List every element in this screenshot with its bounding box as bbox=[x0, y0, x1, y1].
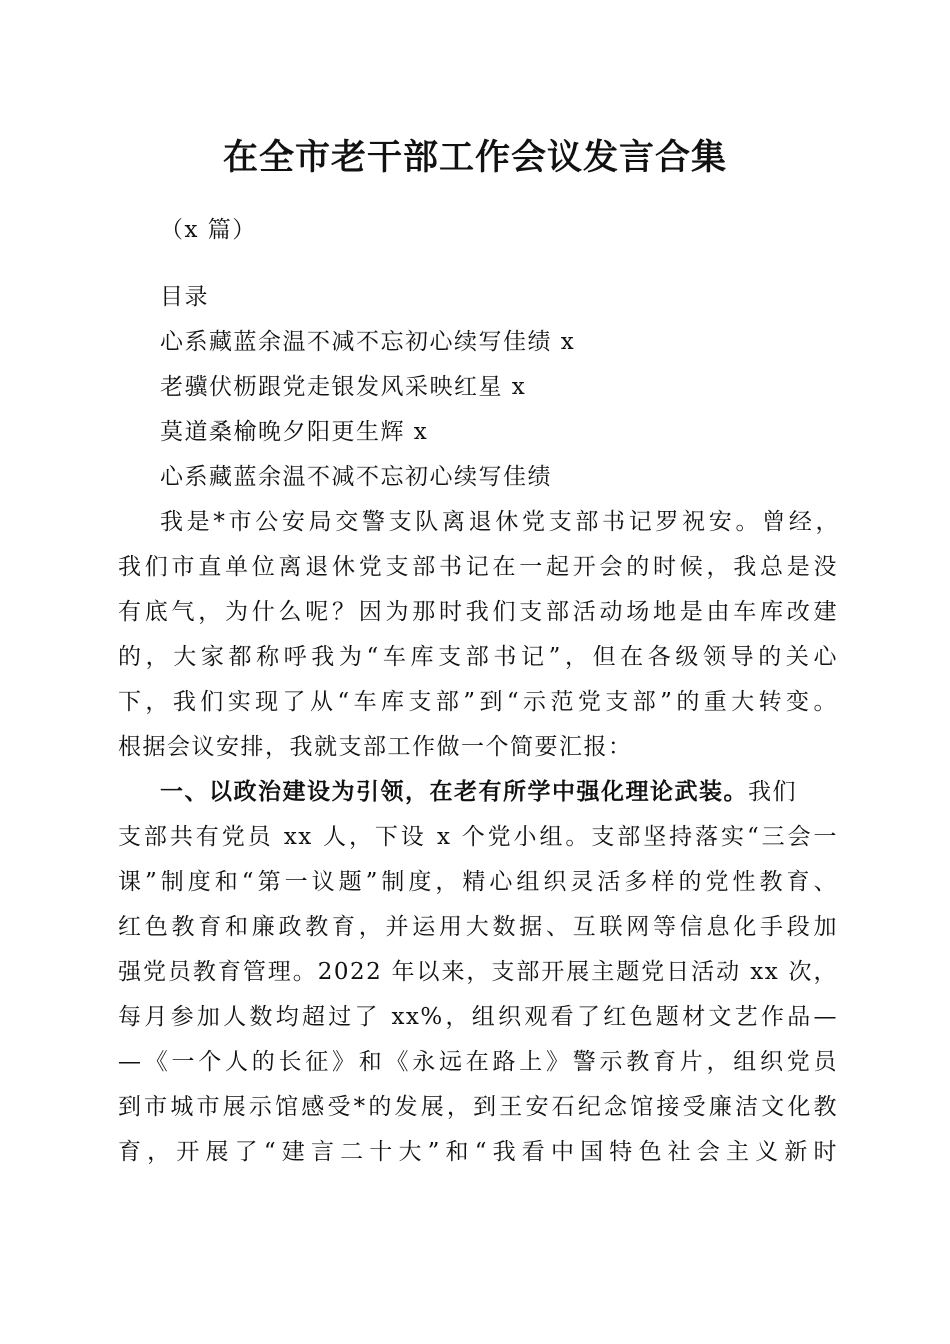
body-line: 的，大家都称呼我为“车库支部书记”，但在各级领导的关心 bbox=[118, 644, 838, 670]
toc-item[interactable]: 莫道桑榆晚夕阳更生辉 x bbox=[160, 419, 429, 445]
body-line: 我是*市公安局交警支队离退休党支部书记罗祝安。曾经， bbox=[160, 509, 840, 535]
toc-item[interactable]: 心系藏蓝余温不减不忘初心续写佳绩 x bbox=[160, 329, 576, 355]
body-line: 支部共有党员 xx 人，下设 x 个党小组。支部坚持落实“三会一 bbox=[118, 824, 838, 850]
toc-label: 目录 bbox=[160, 284, 209, 310]
body-line: 下，我们实现了从“车库支部”到“示范党支部”的重大转变。 bbox=[118, 689, 838, 715]
body-line: 每月参加人数均超过了 xx%，组织观看了红色题材文艺作品— bbox=[118, 1004, 838, 1030]
body-line: 我们市直单位离退休党支部书记在一起开会的时候，我总是没 bbox=[118, 554, 838, 580]
toc-item[interactable]: 老骥伏枥跟党走银发风采映红星 x bbox=[160, 374, 527, 400]
section-title: 心系藏蓝余温不减不忘初心续写佳绩 bbox=[160, 464, 552, 490]
body-line: 到市城市展示馆感受*的发展，到王安石纪念馆接受廉洁文化教 bbox=[118, 1094, 838, 1120]
point-1-line bbox=[160, 770, 840, 814]
count-note: （x 篇） bbox=[160, 217, 257, 243]
body-line: 红色教育和廉政教育，并运用大数据、互联网等信息化手段加 bbox=[118, 914, 838, 940]
document-title: 在全市老干部工作会议发言合集 bbox=[222, 137, 727, 178]
body-line: 课”制度和“第一议题”制度，精心组织灵活多样的党性教育、 bbox=[118, 869, 838, 895]
body-line: —《一个人的长征》和《永远在路上》警示教育片，组织党员 bbox=[118, 1049, 838, 1075]
body-line: 强党员教育管理。2022 年以来，支部开展主题党日活动 xx 次， bbox=[118, 959, 838, 985]
body-line: 育，开展了“建言二十大”和“我看中国特色社会主义新时 bbox=[118, 1139, 838, 1165]
point-1-tail: 我们 bbox=[748, 779, 797, 805]
body-line: 根据会议安排，我就支部工作做一个简要汇报： bbox=[118, 734, 633, 760]
point-1-heading: 一、以政治建设为引领，在老有所学中强化理论武装。 bbox=[160, 778, 748, 805]
body-line: 有底气，为什么呢？因为那时我们支部活动场地是由车库改建 bbox=[118, 599, 838, 625]
